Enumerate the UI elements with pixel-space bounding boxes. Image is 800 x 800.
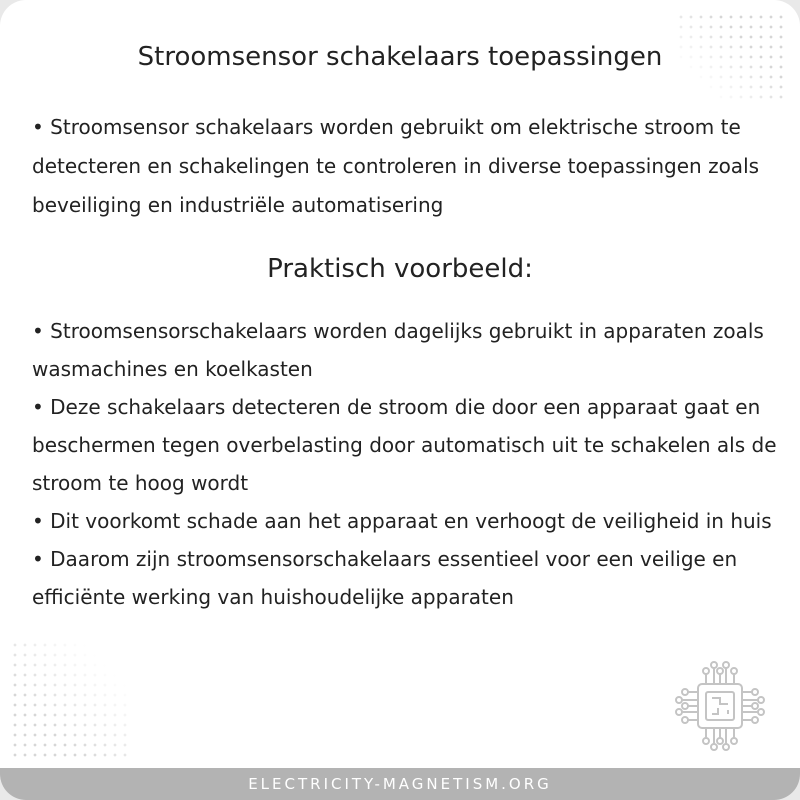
- circuit-chip-icon: [670, 656, 770, 756]
- list-item: • Stroomsensorschakelaars worden dagelijks gebruikt in apparaten zoals wasmachines en koelkasten: [32, 319, 764, 381]
- list-item: • Deze schakelaars detecteren de stroom die door een apparaat gaat en beschermen tegen overbelasting door automatisch uit te schakelen als de stroom te hoog wordt: [32, 395, 777, 495]
- footer-site-name: ELECTRICITY-MAGNETISM.ORG: [0, 768, 800, 800]
- list-item: • Daarom zijn stroomsensorschakelaars essentieel voor een veilige en efficiënte werking van huishoudelijke apparaten: [32, 547, 738, 609]
- page-title: Stroomsensor schakelaars toepassingen: [137, 42, 663, 72]
- dot-pattern-bottom-left: [10, 640, 130, 760]
- list-item: • Dit voorkomt schade aan het apparaat en verhoogt de veiligheid in huis: [32, 509, 772, 533]
- intro-paragraph: • Stroomsensor schakelaars worden gebruikt om elektrische stroom te detecteren en schakelingen te controleren in diverse toepassingen zoals beveiliging en industriële automatisering: [32, 115, 760, 217]
- bullet-list: [32, 312, 777, 616]
- section-subtitle: Praktisch voorbeeld:: [267, 254, 533, 284]
